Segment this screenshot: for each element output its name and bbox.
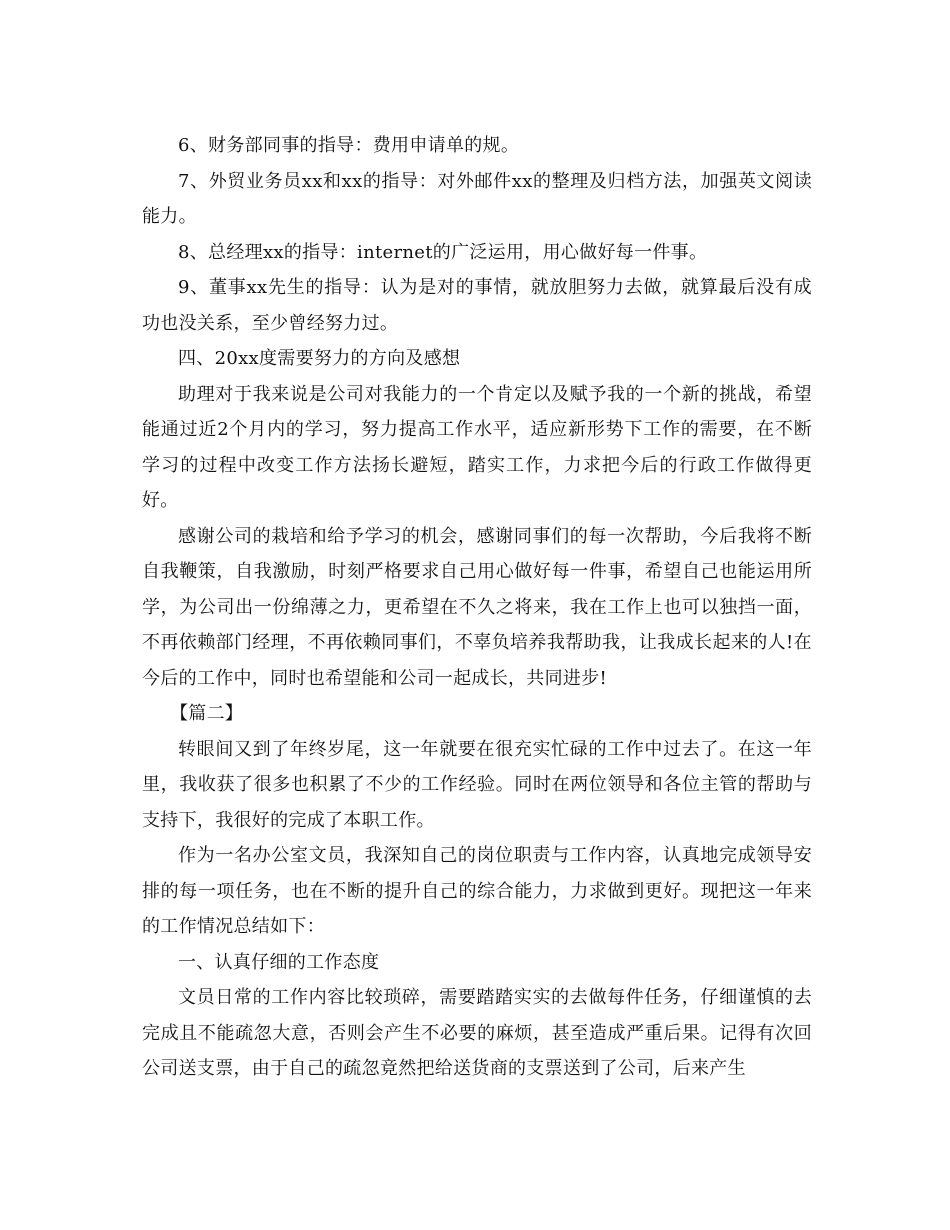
list-item-trade-guidance: 7、外贸业务员xx和xx的指导：对外邮件xx的整理及归档方法，加强英文阅读能力。 [142,170,812,227]
paragraph-assistant-role: 助理对于我来说是公司对我能力的一个肯定以及赋予我的一个新的挑战，希望能通过近2个月内的学习，努力提高工作水平，适应新形势下工作的需要，在不断学习的过程中改变工作方法扬长避短，踏实工作，力求把今后的行政工作做得更好。 [142,383,812,511]
section-heading-attitude: 一、认真仔细的工作态度 [178,951,380,973]
document-body [142,128,812,1087]
paragraph-daily-work: 文员日常的工作内容比较琐碎，需要踏踏实实的去做每件任务，仔细谨慎的去完成且不能疏忽大意，否则会产生不必要的麻烦，甚至造成严重后果。记得有次回公司送支票，由于自己的疏忽竟然把给送货商的支票送到了公司，后来产生 [142,987,812,1079]
list-item-manager-guidance: 8、总经理xx的指导：internet的广泛运用，用心做好每一件事。 [178,241,708,263]
list-item-director-guidance: 9、董事xx先生的指导：认为是对的事情，就放胆努力去做，就算最后没有成功也没关系，至少曾经努力过。 [142,277,812,334]
section-title-part-two: 【篇二】 [170,703,244,724]
section-heading-goals: 四、20xx度需要努力的方向及感想 [178,348,461,369]
paragraph-clerk-duties: 作为一名办公室文员，我深知自己的岗位职责与工作内容，认真地完成领导安排的每一项任务，也在不断的提升自己的综合能力，力求做到更好。现把这一年来的工作情况总结如下： [142,845,812,937]
paragraph-thanks: 感谢公司的栽培和给予学习的机会，感谢同事们的每一次帮助，今后我将不断自我鞭策，自我激励，时刻严格要求自己用心做好每一件事，希望自己也能运用所学，为公司出一份绵薄之力，更希望在不久之将来，我在工作上也可以独挡一面，不再依赖部门经理，不再依赖同事们，不辜负培养我帮助我，让我成长起来的人!在今后的工作中，同时也希望能和公司一起成长，共同进步! [142,525,812,689]
list-item-finance-guidance: 6、财务部同事的指导：费用申请单的规。 [178,135,520,156]
paragraph-year-end: 转眼间又到了年终岁尾，这一年就要在很充实忙碌的工作中过去了。在这一年里，我收获了很多也积累了不少的工作经验。同时在两位领导和各位主管的帮助与支持下，我很好的完成了本职工作。 [142,738,812,831]
